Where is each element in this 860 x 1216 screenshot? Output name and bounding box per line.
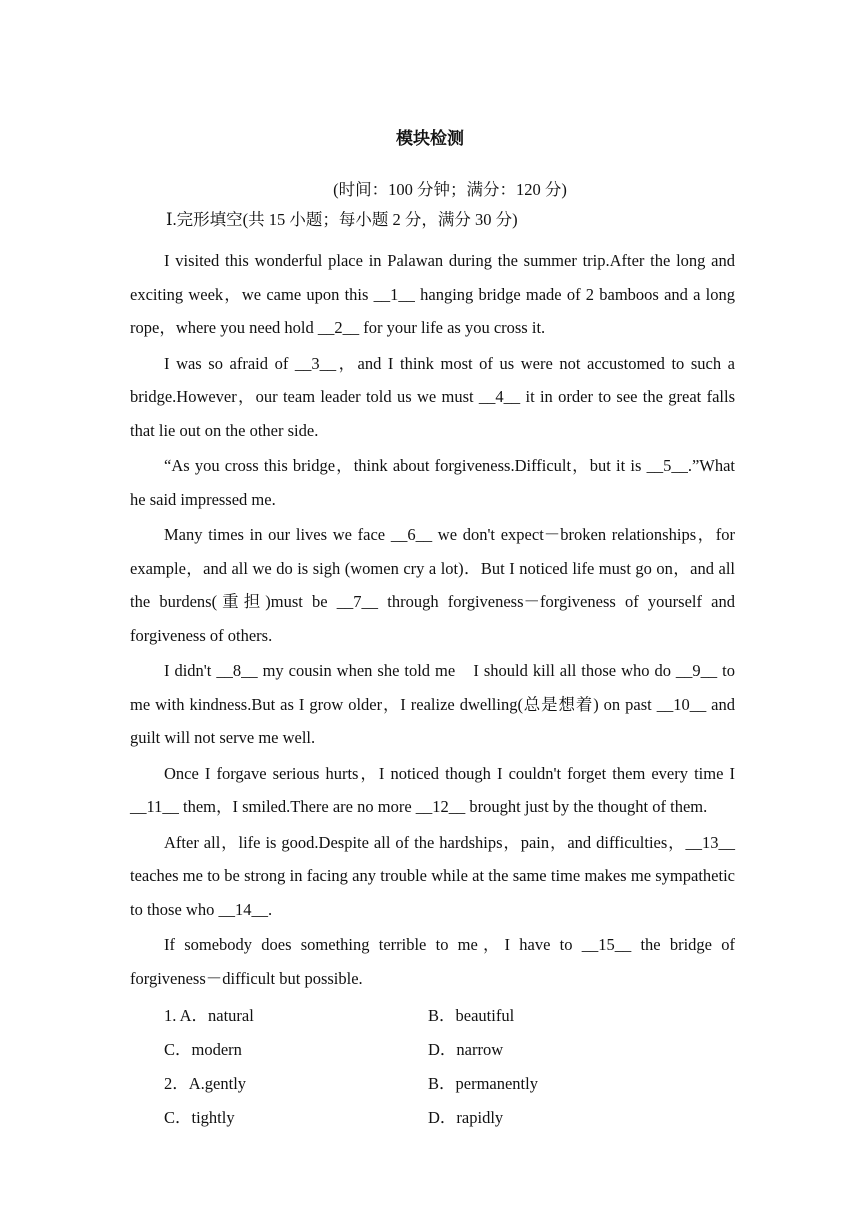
paragraph-3: “As you cross this bridge，think about forgiveness.Difficult，but it is __5__.”What he said impressed me.	[130, 456, 735, 509]
answer-options	[130, 999, 735, 1135]
option-1c: C．modern	[164, 1040, 242, 1059]
option-2a: 2．A.gently	[164, 1074, 247, 1093]
option-2d: D．rapidly	[428, 1108, 504, 1127]
page-title: 模块检测	[396, 129, 464, 148]
option-2b: B．permanently	[428, 1074, 538, 1093]
option-1b: B．beautiful	[428, 1006, 515, 1025]
paragraph-7: After all，life is good.Despite all of the hardships，pain，and difficulties，__13__ teaches me to be strong in facing any trouble while at the same time makes me sympathetic to those who __14__.	[130, 832, 735, 919]
option-row	[130, 1067, 735, 1101]
section-heading: Ⅰ.完形填空(共 15 小题；每小题 2 分，满分 30 分)	[166, 210, 518, 229]
paragraph-6: Once I forgave serious hurts，I noticed though I couldn't forget them every time I __11__ them，I smiled.There are no more __12__ brought just by the thought of them.	[130, 763, 735, 816]
option-row	[130, 999, 735, 1033]
paragraph-1: I visited this wonderful place in Palawan during the summer trip.After the long and exciting week，we came upon this __1__ hanging bridge made of 2 bamboos and a long rope，where you need hold __2__ for your life as you cross it.	[130, 251, 735, 337]
exam-info: (时间：100 分钟；满分：120 分)	[333, 180, 567, 199]
option-1d: D．narrow	[428, 1040, 504, 1059]
option-row	[130, 1033, 735, 1067]
option-1a: 1. A．natural	[164, 1006, 254, 1025]
paragraph-4: Many times in our lives we face __6__ we don't expect－broken relationships，for example，and all we do is sigh (women cry a lot)．But I noticed life must go on，and all the burdens(重担)must be __7__ through forgiveness－forgiveness of yourself and forgiveness of others.	[130, 525, 735, 645]
exam-content	[130, 208, 735, 1135]
option-2c: C．tightly	[164, 1108, 235, 1127]
paragraph-5: I didn't __8__ my cousin when she told me I should kill all those who do __9__ to me with kindness.But as I grow older，I realize dwelling(总是想着) on past __10__ and guilt will not serve me well.	[130, 661, 735, 747]
paragraph-8: If somebody does something terrible to me，I have to __15__ the bridge of forgiveness－difficult but possible.	[130, 935, 735, 988]
option-row	[130, 1101, 735, 1135]
paragraph-2: I was so afraid of __3__，and I think most of us were not accustomed to such a bridge.However，our team leader told us we must __4__ it in order to see the great falls that lie out on the other side.	[130, 353, 735, 440]
